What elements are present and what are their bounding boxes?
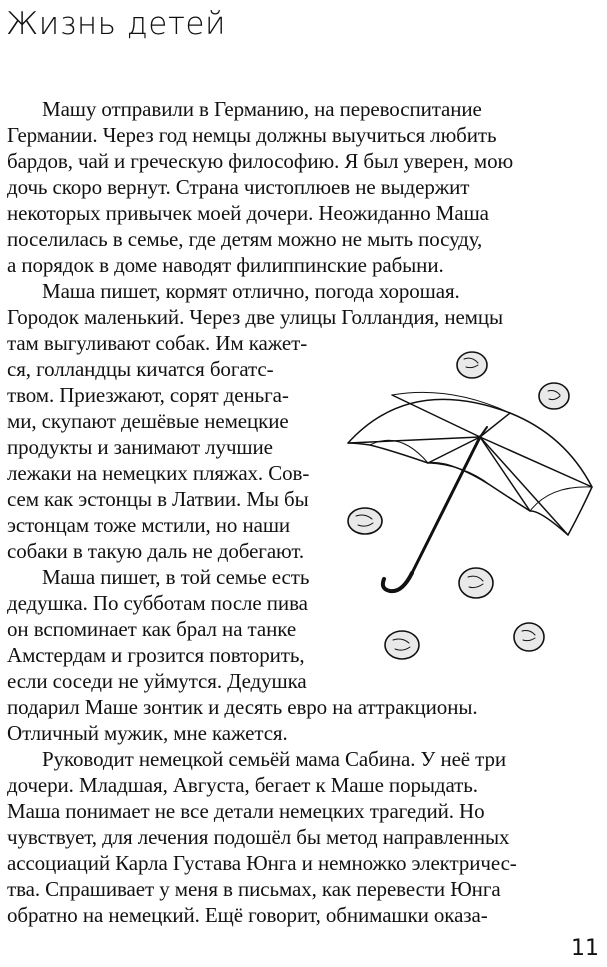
- text-line: сем как эстонцы в Латвии. Мы бы: [7, 487, 309, 511]
- text-line: тва. Спрашивает у меня в письмах, как перевести Юнга: [7, 877, 501, 901]
- coin-icon: [514, 623, 544, 651]
- text-line: эстонцам тоже мстили, но наши: [7, 513, 291, 537]
- text-line: Германии. Через год немцы должны выучиться любить: [7, 123, 497, 147]
- coin-icon: [385, 631, 419, 659]
- coin-icon: [348, 508, 382, 534]
- text-line: Городок маленький. Через две улицы Голландия, немцы: [7, 305, 504, 329]
- text-line: Маша понимает не все детали немецких трагедий. Но: [7, 799, 485, 823]
- text-line: Маша пишет, кормят отлично, погода хорошая.: [42, 279, 460, 303]
- text-line: Отличный мужик, мне кажется.: [7, 721, 288, 745]
- text-line: бардов, чай и греческую философию. Я был уверен, мою: [7, 149, 514, 173]
- coin-icon: [459, 568, 493, 598]
- coin-icon: [539, 383, 569, 409]
- text-line: обратно на немецкий. Ещё говорит, обнимашки оказа-: [7, 903, 488, 927]
- text-line: ся, голландцы кичатся богатс-: [7, 357, 274, 381]
- page-number: 11: [571, 936, 599, 961]
- text-line: там выгуливают собак. Им кажет-: [7, 331, 308, 355]
- text-line: Амстердам и грозится повторить,: [7, 643, 305, 667]
- text-line: дедушка. По субботам после пива: [7, 591, 308, 615]
- text-line: лежаки на немецких пляжах. Сов-: [7, 461, 310, 485]
- text-line: ассоциаций Карла Густава Юнга и немножко электричес-: [7, 851, 517, 875]
- text-line: твом. Приезжают, сорят деньга-: [7, 383, 289, 407]
- text-line: подарил Маше зонтик и десять евро на аттракционы.: [7, 695, 478, 719]
- text-line: собаки в такую даль не добегают.: [7, 539, 304, 563]
- text-line: ми, скупают дешёвые немецкие: [7, 409, 289, 433]
- text-line: он вспоминает как брал на танке: [7, 617, 297, 641]
- text-line: дочери. Младшая, Августа, бегает к Маше порыдать.: [7, 773, 478, 797]
- text-line: дочь скоро вернут. Страна чистоплюев не выдержит: [7, 175, 470, 199]
- text-line: продукты и занимают лучшие: [7, 435, 273, 459]
- text-line: Руководит немецкой семьёй мама Сабина. У неё три: [42, 747, 507, 771]
- text-line: некоторых привычек моей дочери. Неожиданно Маша: [7, 201, 489, 225]
- text-line: если соседи не уймутся. Дедушка: [7, 669, 307, 693]
- text-line: Маша пишет, в той семье есть: [42, 565, 310, 589]
- umbrella-icon: [348, 392, 592, 591]
- text-line: чувствует, для лечения подошёл бы метод направленных: [7, 825, 510, 849]
- text-line: а порядок в доме наводят филиппинские рабыни.: [7, 253, 444, 277]
- text-line: Машу отправили в Германию, на перевоспитание: [42, 97, 482, 121]
- page-title: Жизнь детей: [6, 6, 226, 42]
- text-line: поселилась в семье, где детям можно не мыть посуду,: [7, 227, 483, 251]
- umbrella-coins-illustration: [330, 335, 607, 675]
- coin-icon: [457, 352, 487, 378]
